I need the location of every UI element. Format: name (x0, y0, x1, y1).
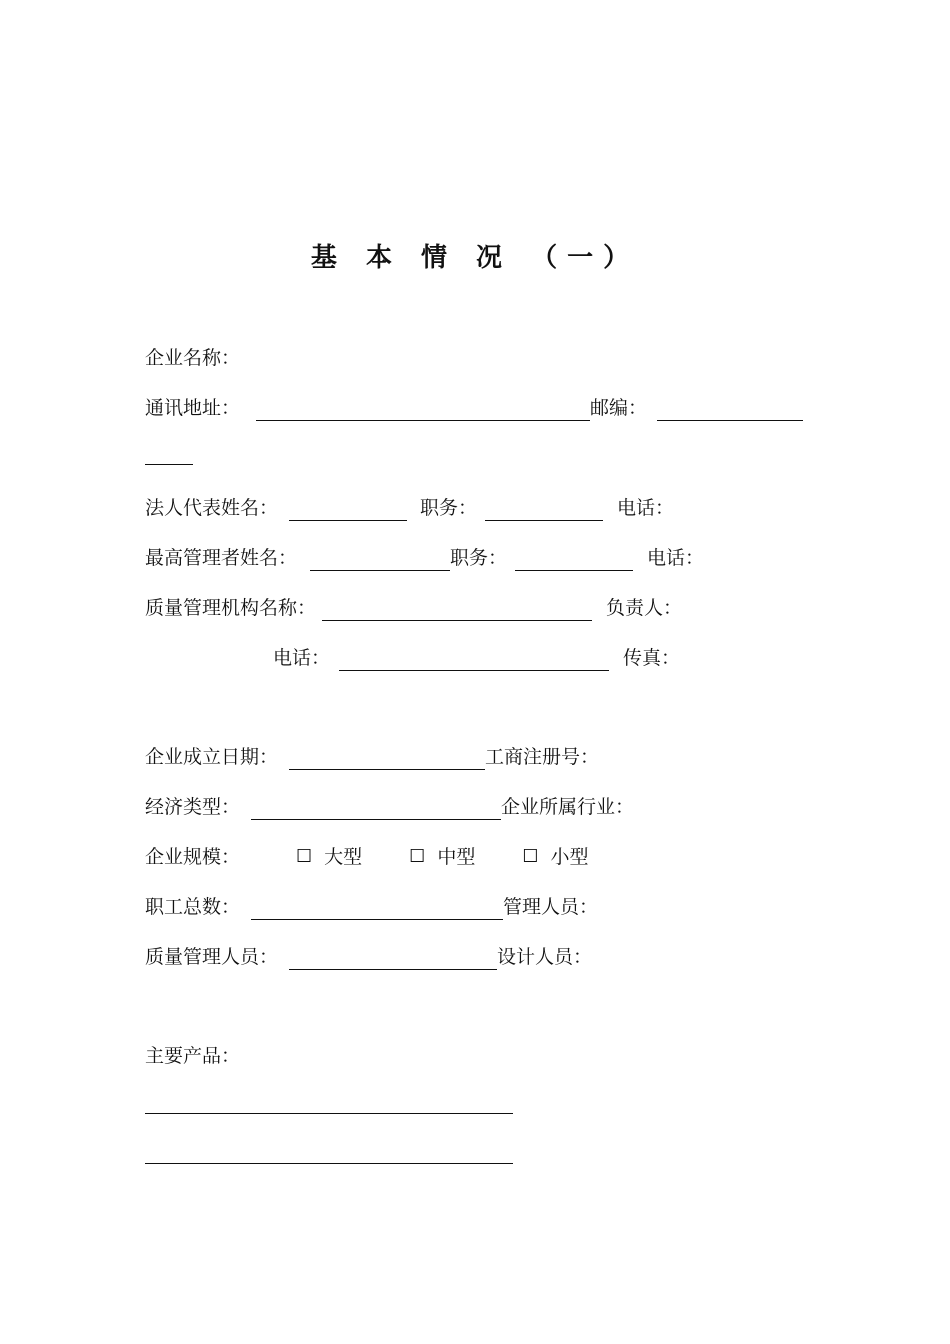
employees-row (145, 892, 598, 922)
qm-contact-row (273, 643, 680, 673)
legal-rep-name-field[interactable] (289, 493, 407, 521)
top-manager-phone-label: 电话： (647, 547, 705, 569)
qm-staff-field[interactable] (289, 942, 497, 970)
legal-rep-position-label: 职务： (420, 497, 478, 519)
qm-fax-label: 传真： (623, 647, 681, 669)
qm-phone-field[interactable] (339, 643, 609, 671)
legal-rep-phone-label: 电话： (617, 497, 675, 519)
address-row (145, 393, 803, 423)
legal-rep-row (145, 493, 674, 523)
registration-no-label: 工商注册号： (485, 746, 600, 768)
economy-type-field[interactable] (251, 792, 501, 820)
established-date-field[interactable] (289, 742, 485, 770)
economy-type-label: 经济类型： (145, 796, 241, 818)
checkbox-medium[interactable]: ☐ (409, 846, 426, 867)
address-label: 通讯地址： (145, 397, 241, 419)
legal-rep-label: 法人代表姓名： (145, 497, 279, 519)
employees-field[interactable] (251, 892, 503, 920)
top-manager-position-label: 职务： (450, 547, 508, 569)
products-label: 主要产品： (145, 1045, 241, 1067)
qm-staff-label: 质量管理人员： (145, 946, 279, 968)
top-manager-row (145, 543, 704, 573)
economy-type-row (145, 792, 634, 822)
established-date-label: 企业成立日期： (145, 746, 279, 768)
postcode-label: 邮编： (590, 397, 648, 419)
company-name-row (145, 343, 240, 373)
managers-label: 管理人员： (503, 896, 599, 918)
products-line-2[interactable] (145, 1136, 513, 1164)
qm-head-label: 负责人： (606, 597, 683, 619)
scale-option-large: 大型 (324, 846, 363, 868)
scale-option-small: 小型 (550, 846, 589, 868)
scale-option-medium: 中型 (437, 846, 476, 868)
qm-org-label: 质量管理机构名称： (145, 597, 317, 619)
page-title: 基 本 情 况 （一） (310, 243, 640, 273)
established-row (145, 742, 599, 772)
checkbox-small[interactable]: ☐ (522, 846, 539, 867)
postcode-field[interactable] (657, 393, 803, 421)
address-field[interactable] (256, 393, 590, 421)
top-manager-name-field[interactable] (310, 543, 450, 571)
employees-label: 职工总数： (145, 896, 241, 918)
qm-org-row (145, 593, 682, 623)
qm-staff-row (145, 942, 592, 972)
qm-phone-label: 电话： (273, 647, 331, 669)
scale-label: 企业规模： (145, 846, 241, 868)
designers-label: 设计人员： (497, 946, 593, 968)
top-manager-label: 最高管理者姓名： (145, 547, 298, 569)
legal-rep-position-field[interactable] (485, 493, 603, 521)
top-manager-position-field[interactable] (515, 543, 633, 571)
products-line-1[interactable] (145, 1086, 513, 1114)
qm-org-name-field[interactable] (322, 593, 592, 621)
scale-row (145, 842, 588, 872)
products-row (145, 1041, 240, 1071)
postcode-field-continuation[interactable] (145, 437, 193, 465)
company-name-label: 企业名称： (145, 347, 241, 369)
industry-label: 企业所属行业： (501, 796, 635, 818)
checkbox-large[interactable]: ☐ (296, 846, 313, 867)
